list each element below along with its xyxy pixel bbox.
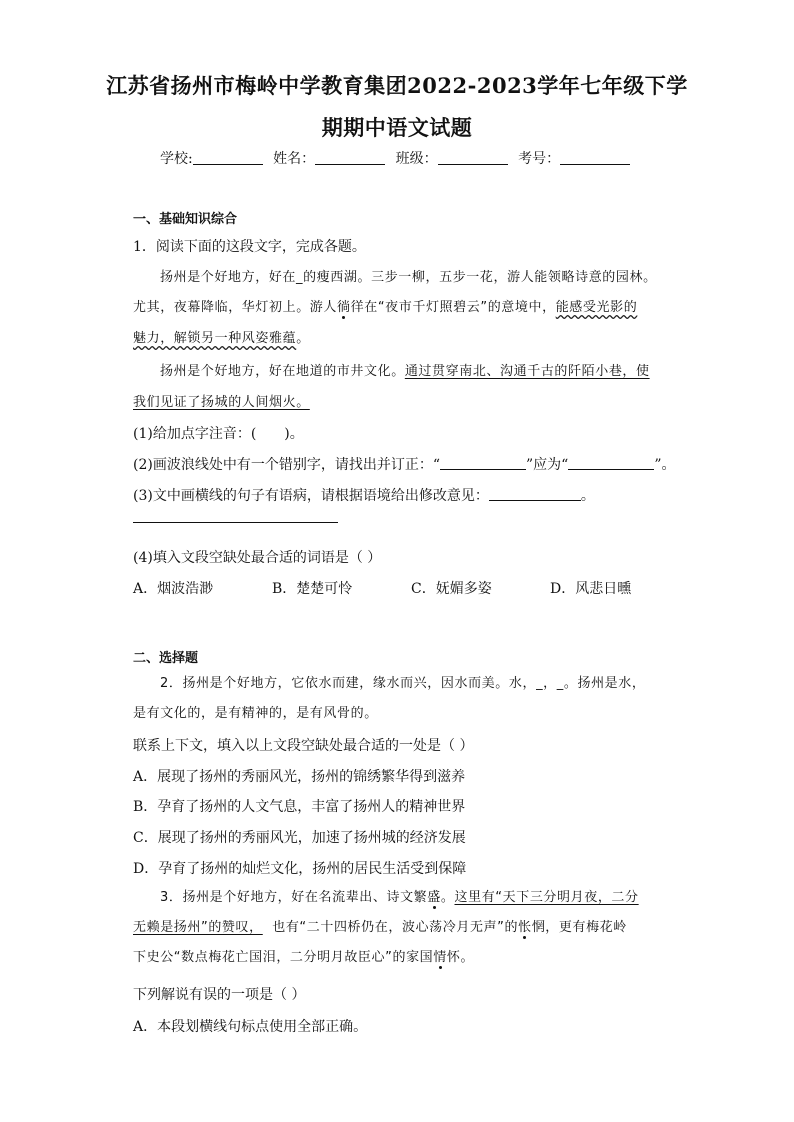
passage1-line1: 扬州是个好地方，好在_的瘦西湖。三步一柳，五步一花，游人能领略诗意的园林。 (160, 270, 657, 285)
q2-option-b[interactable]: B．孕育了扬州的人文气息，丰富了扬州人的精神世界 (133, 799, 466, 815)
exam-title-line1: 江苏省扬州市梅岭中学教育集团2022-2023学年七年级下学 (106, 73, 688, 98)
class-blank[interactable] (438, 150, 508, 165)
passage2-line1 (160, 360, 650, 379)
name-blank[interactable] (315, 150, 385, 165)
school-label: 学校: (160, 151, 193, 167)
q3-line2 (133, 916, 627, 935)
dotted-char: 情 (433, 950, 447, 965)
passage2-line2 (133, 391, 310, 410)
sub-question-1: (1)给加点字注音：( )。 (133, 426, 304, 442)
sub-question-2 (133, 454, 676, 474)
option-b[interactable]: B．楚楚可怜 (272, 581, 353, 597)
sub2-text: ”。 (654, 457, 676, 473)
q3-text: 下史公“数点梅花亡国泪，二分明月故臣心”的家国 (133, 950, 434, 965)
q3-option-a[interactable]: A．本段划横线句标点使用全部正确。 (133, 1019, 368, 1035)
school-blank[interactable] (193, 150, 263, 165)
q3-text: 惘，更有梅花岭 (531, 920, 627, 935)
underlined-sentence: 无赖是扬州”的赞叹， (133, 920, 263, 935)
exam-title-line2: 期期中语文试题 (321, 115, 473, 140)
number-label: 考号： (518, 151, 561, 167)
q3-stem: 下列解说有误的一项是（ ） (133, 987, 306, 1003)
wavy-underlined-text: 能感受光影的 (555, 300, 638, 315)
q3-text: 怀。 (446, 950, 475, 965)
sub2-text: ”应为“ (526, 457, 569, 473)
q3-text: 3．扬州是个好地方，好在名流辈出、诗文繁 (160, 890, 428, 905)
sub2-text: (2)画波浪线处中有一个错别字，请找出并订正：“ (133, 457, 440, 473)
underlined-sentence: 这里有“天下三分明月夜，二分 (454, 890, 639, 905)
wavy-underlined-text: 魅力，解锁另一种风姿雅蕴 (133, 331, 297, 346)
sub-question-4: (4)填入文段空缺处最合适的词语是（ ） (133, 550, 382, 566)
passage1-line2 (133, 296, 637, 315)
answer-line[interactable] (133, 522, 338, 523)
sub3-text: (3)文中画横线的句子有语病，请根据语境给出修改意见： (133, 488, 489, 504)
section1-heading: 一、基础知识综合 (133, 212, 238, 227)
passage1-text: 。 (296, 331, 310, 346)
q2-line2: 是有文化的，是有精神的，是有风骨的。 (133, 706, 378, 721)
dotted-char: 怅 (518, 920, 532, 935)
student-info-row (160, 148, 636, 168)
answer-blank[interactable] (440, 457, 526, 470)
passage1-line3 (133, 327, 310, 346)
answer-blank[interactable] (568, 457, 654, 470)
passage1-text: 尤其，夜幕降临，华灯初上。游人 (133, 300, 338, 315)
name-label: 姓名： (273, 151, 316, 167)
option-a[interactable]: A．烟波浩渺 (133, 581, 214, 597)
option-c[interactable]: C．妩媚多姿 (411, 581, 492, 597)
sub-question-3 (133, 485, 595, 505)
q2-option-c[interactable]: C．展现了扬州的秀丽风光，加速了扬州城的经济发展 (133, 830, 466, 846)
q2-option-a[interactable]: A．展现了扬州的秀丽风光，扬州的锦绣繁华得到滋养 (133, 769, 466, 785)
q2-stem: 联系上下文，填入以上文段空缺处最合适的一处是（ ） (133, 738, 474, 754)
dotted-char: 盛 (427, 890, 441, 905)
sub3-text: 。 (580, 488, 595, 504)
passage1-text: 徉在“夜市千灯照碧云”的意境中， (350, 300, 556, 315)
dotted-char: 徜 (337, 300, 351, 315)
option-d[interactable]: D．风悲日曛 (550, 581, 632, 597)
section2-heading: 二、选择题 (133, 651, 199, 666)
q3-text: 。 (440, 890, 455, 905)
underlined-sentence: 通过贯穿南北、沟通千古的阡陌小巷，使 (404, 364, 650, 379)
class-label: 班级： (395, 151, 438, 167)
underlined-sentence: 我们见证了扬城的人间烟火。 (133, 395, 310, 410)
q3-text: 也有“二十四桥仍在，波心荡冷月无声”的 (272, 920, 519, 935)
q1-stem: 1．阅读下面的这段文字，完成各题。 (133, 239, 366, 255)
number-blank[interactable] (560, 150, 630, 165)
passage2-text: 扬州是个好地方，好在地道的市井文化。 (160, 364, 405, 379)
q3-line1 (160, 886, 639, 905)
q2-line1: 2．扬州是个好地方，它依水而建，缘水而兴，因水而美。水，_，_。扬州是水， (160, 676, 646, 691)
q2-option-d[interactable]: D．孕育了扬州的灿烂文化，扬州的居民生活受到保障 (133, 861, 467, 877)
q3-line3 (133, 946, 474, 965)
answer-blank[interactable] (489, 488, 581, 501)
